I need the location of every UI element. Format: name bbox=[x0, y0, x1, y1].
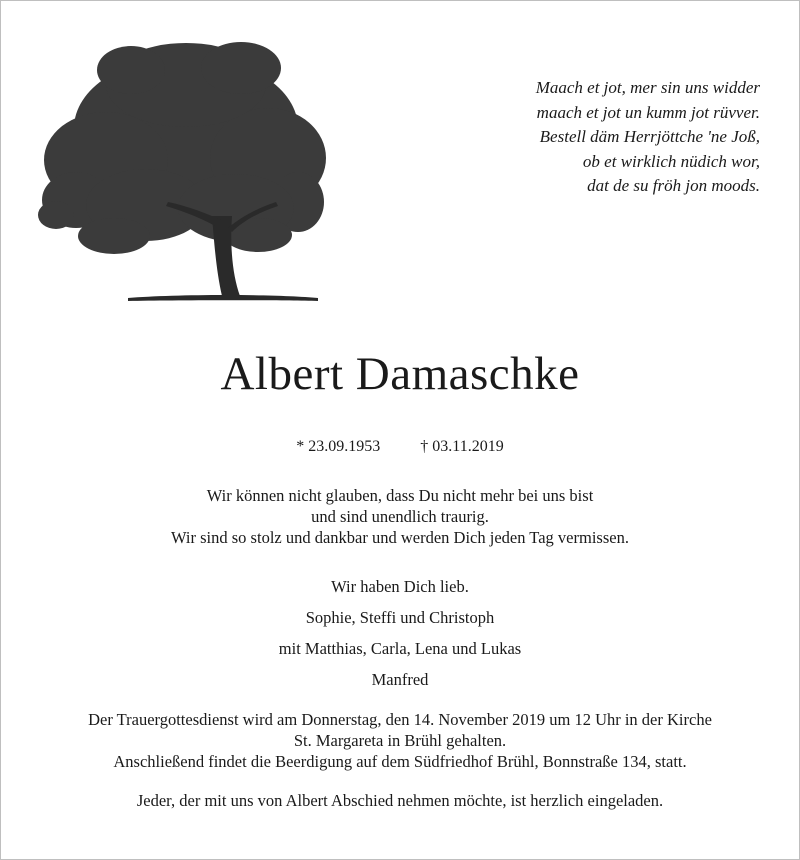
condolence-message bbox=[0, 485, 800, 548]
message-line: Wir sind so stolz und dankbar und werden Dich jeden Tag vermissen. bbox=[171, 528, 629, 547]
message-line: und sind unendlich traurig. bbox=[311, 507, 489, 526]
love-line: Wir haben Dich lieb. bbox=[331, 577, 469, 596]
service-info bbox=[0, 709, 800, 772]
poem-line: Bestell däm Herrjöttche 'ne Joß, bbox=[539, 127, 760, 146]
service-line: Anschließend findet die Beerdigung auf dem Südfriedhof Brühl, Bonnstraße 134, statt. bbox=[113, 752, 687, 771]
death-date: † 03.11.2019 bbox=[420, 438, 504, 455]
family-line-1: Sophie, Steffi und Christoph bbox=[305, 608, 495, 627]
deceased-name: Albert Damaschke bbox=[220, 348, 580, 400]
poem bbox=[400, 76, 760, 199]
service-line: St. Margareta in Brühl gehalten. bbox=[293, 731, 507, 750]
poem-line: dat de su fröh jon moods. bbox=[587, 176, 760, 195]
invitation: Jeder, der mit uns von Albert Abschied nehmen möchte, ist herzlich eingeladen. bbox=[136, 791, 664, 810]
service-line: Der Trauergottesdienst wird am Donnerstag, den 14. November 2019 um 12 Uhr in der Kirche bbox=[88, 710, 712, 729]
poem-line: Maach et jot, mer sin uns widder bbox=[535, 78, 760, 97]
family-line-3: Manfred bbox=[371, 670, 429, 689]
tree-icon bbox=[36, 30, 326, 308]
life-dates bbox=[0, 438, 800, 456]
poem-line: ob et wirklich nüdich wor, bbox=[582, 151, 760, 171]
birth-date: * 23.09.1953 bbox=[296, 438, 381, 455]
family-line-2: mit Matthias, Carla, Lena und Lukas bbox=[278, 639, 522, 658]
message-line: Wir können nicht glauben, dass Du nicht mehr bei uns bist bbox=[206, 486, 594, 505]
poem-line: maach et jot un kumm jot rüvver. bbox=[536, 102, 760, 122]
